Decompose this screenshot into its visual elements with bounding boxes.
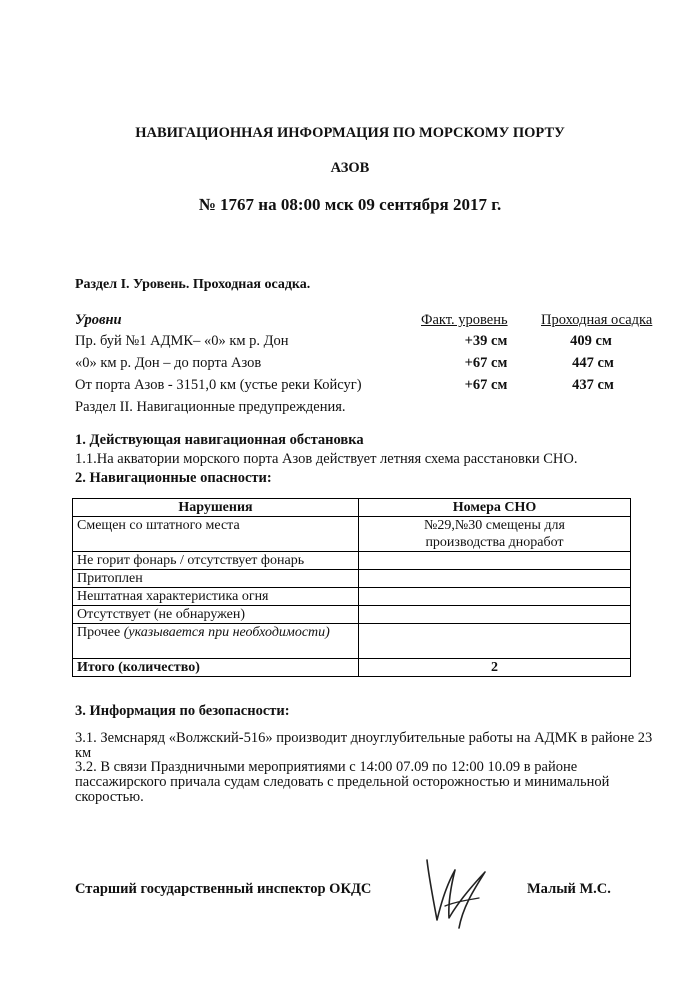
level-row-fact: +67 см bbox=[464, 355, 508, 371]
table-row bbox=[73, 570, 631, 588]
inspector-position: Старший государственный инспектор ОКДС bbox=[75, 881, 372, 897]
sno-value bbox=[359, 606, 631, 624]
signature-image bbox=[415, 848, 505, 938]
level-row-place: «0» км р. Дон – до порта Азов bbox=[75, 355, 262, 371]
total-label: Итого (количество) bbox=[73, 659, 359, 677]
violation-label: Смещен со штатного места bbox=[73, 517, 359, 552]
table-row bbox=[73, 552, 631, 570]
hazards-table bbox=[72, 498, 631, 677]
level-row-place: От порта Азов - 3151,0 км (устье реки Койсуг) bbox=[75, 377, 362, 393]
other-label: Прочее bbox=[77, 625, 124, 640]
level-row-draft: 437 см bbox=[572, 377, 614, 393]
level-row-fact: +67 см bbox=[464, 377, 508, 393]
table-header-row bbox=[73, 499, 631, 517]
sno-value: №29,№30 смещены для производства дноработ bbox=[359, 517, 631, 552]
section2-title: Раздел II. Навигационные предупреждения. bbox=[75, 399, 346, 415]
table-row bbox=[73, 624, 631, 659]
table-total-row bbox=[73, 659, 631, 677]
inspector-name: Малый М.С. bbox=[527, 881, 611, 897]
level-row-place: Пр. буй №1 АДМК– «0» км р. Дон bbox=[75, 333, 289, 349]
doc-number-line: № 1767 на 08:00 мск 09 сентября 2017 г. bbox=[198, 195, 502, 214]
doc-title-line1: НАВИГАЦИОННАЯ ИНФОРМАЦИЯ ПО МОРСКОМУ ПОРТУ bbox=[135, 125, 565, 141]
violation-label: Не горит фонарь / отсутствует фонарь bbox=[73, 552, 359, 570]
level-row-draft: 447 см bbox=[572, 355, 614, 371]
levels-header: Уровни bbox=[75, 312, 122, 328]
sno-value bbox=[359, 588, 631, 606]
nav-hazards-title: 2. Навигационные опасности: bbox=[75, 470, 272, 486]
section1-title: Раздел I. Уровень. Проходная осадка. bbox=[75, 277, 311, 292]
total-value: 2 bbox=[359, 659, 631, 677]
level-row-draft: 409 см bbox=[570, 333, 612, 349]
other-cell bbox=[73, 624, 359, 659]
sno-value bbox=[359, 552, 631, 570]
violation-label: Притоплен bbox=[73, 570, 359, 588]
safety-info-p1: 3.1. Земснаряд «Волжский-516» производит дноуглубительные работы на АДМК в районе 23 км bbox=[75, 730, 653, 761]
violations-header: Нарушения bbox=[73, 499, 359, 517]
violation-label: Нештатная характеристика огня bbox=[73, 588, 359, 606]
sno-value bbox=[359, 624, 631, 659]
nav-situation-title: 1. Действующая навигационная обстановка bbox=[75, 432, 364, 448]
table-row bbox=[73, 588, 631, 606]
sno-numbers-header: Номера СНО bbox=[359, 499, 631, 517]
draft-header: Проходная осадка bbox=[541, 312, 653, 328]
level-row-fact: +39 см bbox=[464, 333, 508, 349]
table-row bbox=[73, 606, 631, 624]
table-row bbox=[73, 517, 631, 552]
fact-level-header: Факт. уровень bbox=[421, 312, 508, 328]
doc-title-line2: АЗОВ bbox=[330, 160, 370, 176]
safety-info-p2: 3.2. В связи Праздничными мероприятиями с 14:00 07.09 по 12:00 10.09 в районе пассажирского причала судам следовать с предельной осторожностью и минимальной скоростью. bbox=[75, 759, 610, 805]
other-note: (указывается при необходимости) bbox=[123, 625, 330, 640]
sno-value bbox=[359, 570, 631, 588]
safety-info-title: 3. Информация по безопасности: bbox=[75, 703, 290, 719]
nav-situation-text: 1.1.На акватории морского порта Азов действует летняя схема расстановки СНО. bbox=[75, 451, 578, 467]
violation-label: Отсутствует (не обнаружен) bbox=[73, 606, 359, 624]
